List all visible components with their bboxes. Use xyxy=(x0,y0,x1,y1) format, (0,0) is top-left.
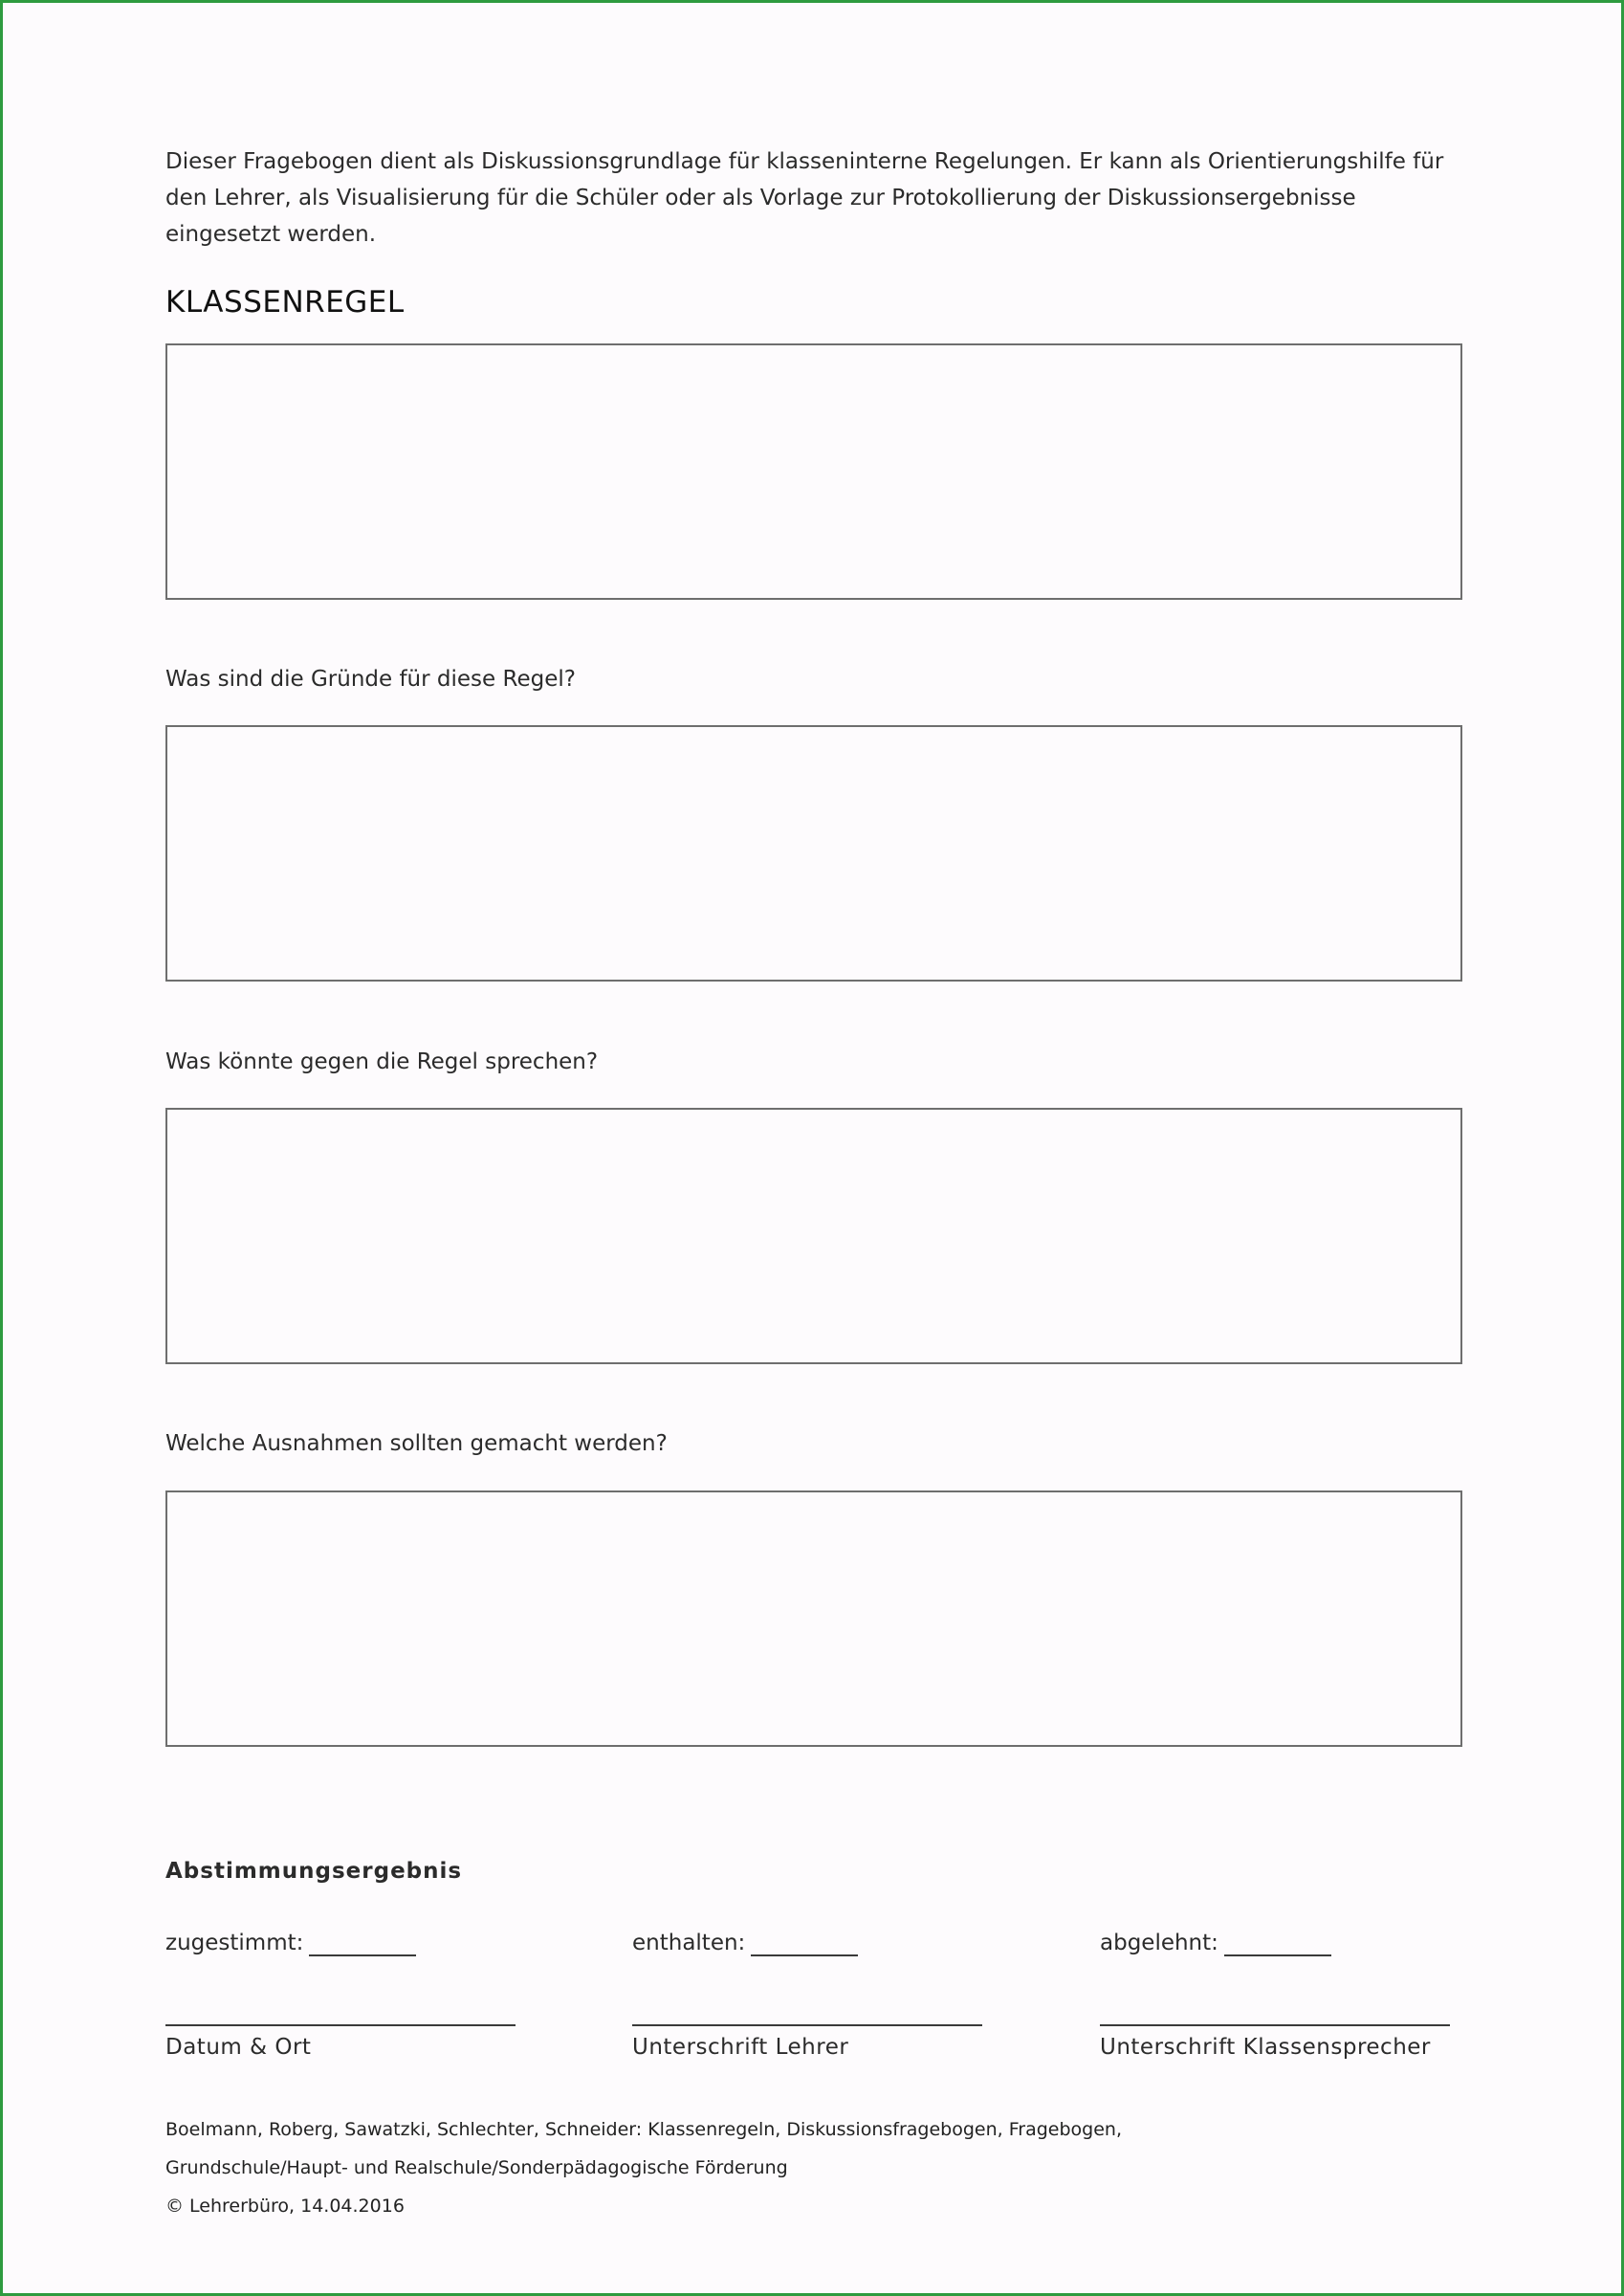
vote-agreed-label: zugestimmt: xyxy=(165,1931,304,1955)
date-place-label: Datum & Ort xyxy=(165,2035,312,2060)
footer-line-copyright: © Lehrerbüro, 14.04.2016 xyxy=(165,2196,405,2217)
class-rep-signature-label: Unterschrift Klassensprecher xyxy=(1100,2035,1431,2060)
vote-abstained-label: enthalten: xyxy=(632,1931,746,1955)
vote-rejected-label: abgelehnt: xyxy=(1100,1931,1218,1955)
rule-answer-box[interactable] xyxy=(165,343,1462,600)
question-reasons-label: Was sind die Gründe für diese Regel? xyxy=(165,667,576,692)
question-exceptions-label: Welche Ausnahmen sollten gemacht werden? xyxy=(165,1431,668,1456)
vote-rejected-input[interactable] xyxy=(1224,1932,1331,1956)
reasons-answer-box[interactable] xyxy=(165,725,1462,982)
vote-agreed-input[interactable] xyxy=(309,1932,416,1956)
vote-abstained xyxy=(632,1931,858,1956)
footer-line-authors: Boelmann, Roberg, Sawatzki, Schlechter, Schneider: Klassenregeln, Diskussionsfragebogen, Fragebogen, xyxy=(165,2119,1122,2140)
rule-title: KLASSENREGEL xyxy=(165,285,405,320)
teacher-signature-label: Unterschrift Lehrer xyxy=(632,2035,849,2060)
footer-line-school-types: Grundschule/Haupt- und Realschule/Sonderpädagogische Förderung xyxy=(165,2157,788,2178)
question-against-label: Was könnte gegen die Regel sprechen? xyxy=(165,1049,599,1074)
vote-agreed xyxy=(165,1931,416,1956)
against-answer-box[interactable] xyxy=(165,1108,1462,1364)
vote-heading: Abstimmungsergebnis xyxy=(165,1859,463,1884)
date-place-line[interactable] xyxy=(165,2024,516,2026)
vote-abstained-input[interactable] xyxy=(751,1932,858,1956)
vote-rejected xyxy=(1100,1931,1331,1956)
intro-paragraph: Dieser Fragebogen dient als Diskussionsgrundlage für klasseninterne Regelungen. Er kann als Orientierungshilfe für den Lehrer, als Visualisierung für die Schüler oder als Vorlage zur Protokollierung der Diskussionsergebnisse eingesetzt werden. xyxy=(165,149,1444,247)
footer-citation xyxy=(165,2110,1122,2225)
teacher-signature-line[interactable] xyxy=(632,2024,982,2026)
class-rep-signature-line[interactable] xyxy=(1100,2024,1450,2026)
exceptions-answer-box[interactable] xyxy=(165,1490,1462,1747)
